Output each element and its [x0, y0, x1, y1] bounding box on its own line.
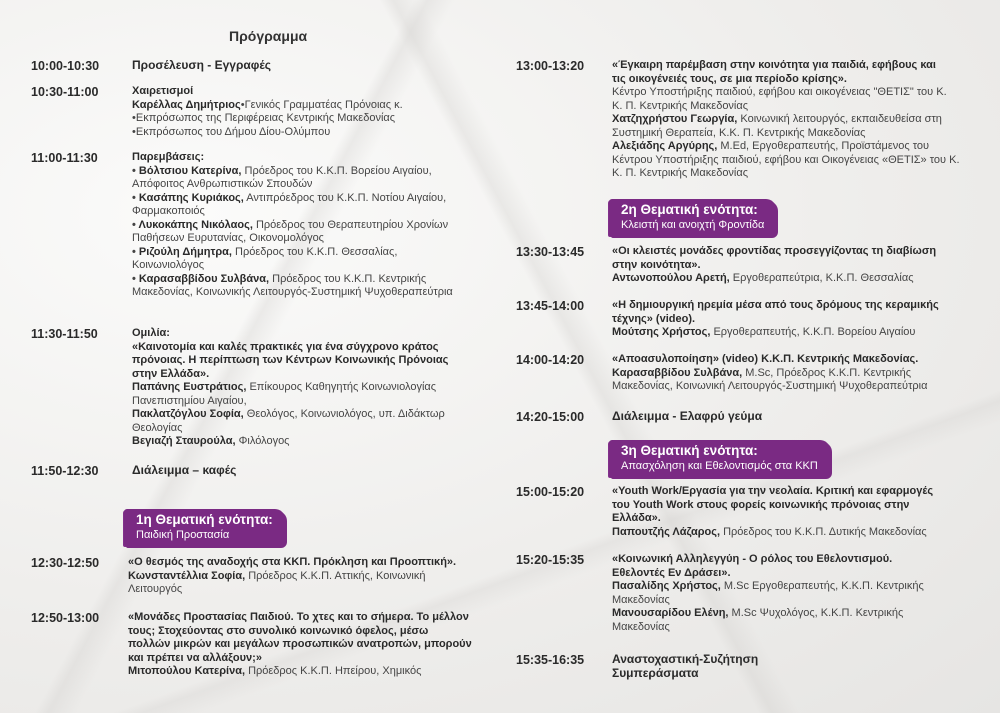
line-text: Διάλειμμα - Ελαφρύ γεύμα — [612, 409, 763, 423]
session-line — [128, 556, 456, 570]
line-text: του Youth Work στους φορείς κοινωνικής πρόνοιας στην — [612, 498, 910, 511]
session-line — [132, 259, 453, 273]
line-text: M.Ed, Εργοθεραπευτής, Προϊστάμενος του — [717, 140, 930, 152]
session-line — [132, 59, 271, 73]
session-line — [132, 408, 448, 422]
line-text: Λειτουργός — [128, 583, 183, 595]
line-text: στην Ελλάδα». — [132, 367, 210, 380]
line-text: «Η δημιουργική ηρεμία μέσα από τους δρόμους της κεραμικής — [612, 299, 939, 311]
session-line — [612, 326, 939, 340]
theme-banner-2-subtitle: Κλειστή και ανοιχτή Φροντίδα — [621, 219, 765, 231]
line-text: Κοινωνική λειτουργός, εκπαιδευθείσα στη — [737, 113, 942, 125]
time-left-3: 11:30-11:50 — [31, 327, 98, 341]
session-line — [612, 167, 960, 181]
line-text: Κέντρου Υποστήριξης παιδιού, εφήβου και Οικογένειας «ΘΕΤΙΣ» του Κ. — [612, 153, 960, 166]
line-text: Κ. Π. Κεντρικής Μακεδονίας — [612, 167, 749, 179]
session-line — [132, 246, 453, 260]
line-text: και πρέπει να αλλάξουν;» — [128, 651, 262, 664]
session-right-5 — [612, 485, 933, 539]
speaker-name: Καρασαββίδου Συλβάνα, — [138, 272, 270, 285]
speaker-name: Αλεξιάδης Αργύρης, — [612, 140, 718, 152]
line-text: Διάλειμμα – καφές — [132, 463, 237, 477]
line-text: «Οι κλειστές μονάδες φροντίδας προσεγγίζοντας τη διαβίωση — [612, 245, 937, 257]
session-line — [132, 395, 448, 409]
line-text: Πρόεδρος του Θεραπευτηρίου Χρονίων — [252, 218, 449, 231]
theme-banner-3-title: 3η Θεματική ενότητα: — [621, 443, 758, 458]
line-text: πρόνοιας. Η περίπτωση των Κέντρων Κοινωνικής Πρόνοιας — [132, 354, 449, 366]
line-text: Ελλάδα». — [612, 512, 661, 524]
theme-banner-1 — [124, 509, 285, 546]
time-left-6: 12:50-13:00 — [31, 611, 100, 625]
line-text: M.Sc Ψυχολόγος, Κ.Κ.Π. Κεντρικής — [728, 607, 904, 619]
time-left-5: 12:30-12:50 — [31, 556, 100, 570]
line-text: Συστημική Θεραπεία, Κ.Κ. Π. Κεντρικής Μακεδονίας — [612, 126, 866, 139]
bullet: • — [132, 164, 139, 177]
line-text: στην κοινότητα». — [612, 258, 701, 271]
line-text: Εργοθεραπεύτρια, Κ.Κ.Π. Θεσσαλίας — [729, 272, 914, 284]
session-line — [612, 313, 939, 327]
bullet: • — [132, 272, 139, 285]
session-line — [612, 272, 936, 286]
speaker-name: Κωνσταντέλλια Σοφία, — [128, 569, 246, 582]
bullet: • — [132, 191, 139, 204]
session-right-1 — [612, 245, 936, 286]
line-text: Ομιλία: — [132, 327, 170, 339]
session-left-0 — [132, 59, 271, 73]
session-line — [612, 526, 933, 540]
line-text: Αντιπρόεδρος του Κ.Κ.Π. Νοτίου Αιγαίου, — [243, 191, 447, 204]
session-line — [612, 100, 960, 114]
line-text: Επίκουρος Καθηγητής Κοινωνιολογίας — [246, 381, 437, 393]
session-line — [612, 113, 960, 127]
line-text: Παθήσεων Ευρυτανίας, Οικονομολόγος — [132, 232, 324, 244]
session-line — [612, 621, 924, 635]
session-line — [612, 86, 960, 100]
line-text: «Ο θεσμός της αναδοχής στα ΚΚΠ. Πρόκληση και Προοπτική». — [128, 556, 457, 568]
time-right-7: 15:35-16:35 — [516, 653, 585, 667]
session-line — [612, 127, 960, 141]
speaker-name: Χατζηχρήστου Γεωργία, — [612, 113, 738, 125]
line-text: «Youth Work/Εργασία για την νεολαία. Κριτική και εφαρμογές — [612, 485, 934, 497]
line-text: •Γενικός Γραμματέας Πρόνοιας κ. — [240, 98, 403, 111]
theme-banner-1-subtitle: Παιδική Προστασία — [136, 529, 230, 541]
line-text: τέχνης» (video). — [612, 312, 696, 325]
speaker-name: Βεγιαζή Σταυρούλα, — [132, 435, 236, 447]
session-right-4 — [612, 410, 762, 424]
session-line — [612, 259, 936, 273]
line-text: •Εκπρόσωπος της Περιφέρειας Κεντρικής Μακεδονίας — [132, 112, 396, 124]
session-line — [612, 567, 924, 581]
session-line — [132, 435, 448, 449]
theme-banner-2 — [609, 199, 776, 236]
session-line — [128, 665, 472, 679]
time-right-6: 15:20-15:35 — [516, 553, 585, 567]
session-line — [612, 154, 960, 168]
line-text: Χαιρετισμοί — [132, 85, 194, 97]
session-line — [612, 367, 927, 381]
session-right-0 — [612, 59, 960, 181]
line-text: M.Sc Εργοθεραπευτής, Κ.Κ.Π. Κεντρικής — [720, 580, 924, 592]
session-line — [612, 299, 939, 313]
session-line — [612, 59, 960, 73]
session-line — [132, 368, 448, 382]
line-text: τις οικογένειές τους, σε μια περίοδο κρίσης». — [612, 72, 847, 85]
theme-banner-1-title: 1η Θεματική ενότητα: — [136, 512, 273, 527]
session-line — [132, 464, 236, 478]
line-text: «Μονάδες Προστασίας Παιδιού. Το χτες και το σήμερα. Το μέλλον — [128, 611, 469, 623]
time-right-4: 14:20-15:00 — [516, 410, 585, 424]
line-text: Πρόεδρος Κ.Κ.Π. Ηπείρου, Χημικός — [245, 665, 422, 677]
line-text: Πρόεδρος του Κ.Κ.Π. Κεντρικής — [269, 272, 427, 285]
line-text: Μακεδονίας, Κοινωνικής Λειτουργός-Συστημική Ψυχοθεραπεύτρια — [132, 286, 453, 298]
session-line — [612, 594, 924, 608]
speaker-name: Μούτσης Χρήστος, — [612, 326, 711, 338]
line-text: τους; Στοχεύοντας στο συνολικό κοινωνικό όφελος, μέσω — [128, 624, 429, 637]
session-line — [132, 126, 403, 140]
bullet: • — [132, 218, 139, 231]
speaker-name: Ριζούλη Δήμητρα, — [138, 245, 232, 258]
session-line — [132, 112, 403, 126]
session-right-6 — [612, 553, 924, 634]
line-text: Πρόεδρος του Κ.Κ.Π. Θεσσαλίας, — [231, 245, 398, 258]
session-line — [132, 165, 453, 179]
session-line — [132, 286, 453, 300]
session-left-1 — [132, 85, 403, 139]
line-text: Μακεδονίας, Κοινωνική Λειτουργός-Συστημική Ψυχοθεραπεύτρια — [612, 380, 928, 392]
speaker-name: Βόλτσιου Κατερίνα, — [138, 164, 242, 177]
session-line — [132, 205, 453, 219]
session-line — [612, 140, 960, 154]
line-text: «Κοινωνική Αλληλεγγύη - Ο ρόλος του Εθελοντισμού. — [612, 553, 893, 565]
session-line — [612, 73, 960, 87]
line-text: Παρεμβάσεις: — [132, 151, 205, 163]
session-line — [128, 611, 472, 625]
line-text: Μακεδονίας — [612, 620, 670, 633]
session-line — [128, 638, 472, 652]
session-left-2 — [132, 151, 453, 300]
speaker-name: Καρασαββίδου Συλβάνα, — [612, 366, 743, 379]
session-line — [612, 512, 933, 526]
session-left-4 — [132, 464, 236, 478]
line-text: •Εκπρόσωπος του Δήμου Δίου-Ολύμπου — [132, 125, 331, 138]
theme-banner-2-title: 2η Θεματική ενότητα: — [621, 202, 758, 217]
session-line — [132, 273, 453, 287]
speaker-name: Μιτοπούλου Κατερίνα, — [128, 665, 246, 677]
line-text: «Έγκαιρη παρέμβαση στην κοινότητα για παιδιά, εφήβους και — [612, 59, 936, 71]
session-line — [132, 422, 448, 436]
session-right-3 — [612, 353, 927, 394]
session-line — [132, 178, 453, 192]
line-text: Πρόεδρος του Κ.Κ.Π. Δυτικής Μακεδονίας — [720, 525, 927, 538]
line-text: Κέντρο Υποστήριξης παιδιού, εφήβου και οικογένειας "ΘΕΤΙΣ" του Κ. — [612, 86, 947, 98]
speaker-name: Καρέλλας Δημήτριος — [132, 98, 241, 111]
session-line — [612, 485, 933, 499]
line-text: M.Sc, Πρόεδρος Κ.Κ.Π. Κεντρικής — [742, 366, 912, 379]
time-left-1: 10:30-11:00 — [31, 85, 99, 99]
line-text: Θεολογίας — [132, 421, 183, 434]
line-text: Φιλόλογος — [235, 435, 290, 447]
speaker-name: Αντωνοπούλου Αρετή, — [612, 272, 730, 284]
session-line — [132, 99, 403, 113]
speaker-name: Κασάπης Κυριάκος, — [138, 191, 244, 204]
line-text: Πρόεδρος Κ.Κ.Π. Αττικής, Κοινωνική — [245, 569, 426, 582]
line-text: Αναστοχαστική-Συζήτηση — [612, 652, 759, 666]
line-text: Προσέλευση - Εγγραφές — [132, 58, 271, 72]
session-line — [132, 341, 448, 355]
time-right-0: 13:00-13:20 — [516, 59, 585, 73]
time-right-1: 13:30-13:45 — [516, 245, 585, 259]
line-text: «Αποασυλοποίηση» (video) Κ.Κ.Π. Κεντρικής Μακεδονίας. — [612, 353, 919, 365]
session-left-3 — [132, 327, 448, 449]
session-line — [612, 580, 924, 594]
session-line — [128, 652, 472, 666]
session-line — [612, 553, 924, 567]
session-line — [132, 85, 403, 99]
session-left-6 — [128, 611, 472, 679]
session-line — [132, 381, 448, 395]
line-text: Εργοθεραπευτής, Κ.Κ.Π. Βορείου Αιγαίου — [710, 326, 916, 338]
line-text: Θεολόγος, Κοινωνιολόγος, υπ. Διδάκτωρ — [243, 408, 445, 420]
speaker-name: Πακλατζόγλου Σοφία, — [132, 408, 244, 420]
line-text: Φαρμακοποιός — [132, 205, 205, 217]
speaker-name: Λυκοκάπης Νικόλαος, — [138, 218, 253, 231]
time-left-2: 11:00-11:30 — [31, 151, 98, 165]
speaker-name: Μανουσαρίδου Ελένη, — [612, 607, 729, 619]
theme-banner-3-subtitle: Απασχόληση και Εθελοντισμός στα ΚΚΠ — [621, 460, 818, 472]
line-text: Πανεπιστημίου Αιγαίου, — [132, 394, 247, 407]
page-title: Πρόγραμμα — [229, 28, 308, 44]
time-right-2: 13:45-14:00 — [516, 299, 585, 313]
session-line — [132, 151, 453, 165]
line-text: Εθελοντές Εν Δράσει». — [612, 566, 731, 579]
line-text: Συμπεράσματα — [612, 665, 699, 680]
session-line — [612, 667, 758, 681]
time-right-5: 15:00-15:20 — [516, 485, 585, 499]
session-line — [128, 583, 456, 597]
line-text: Κοινωνιολόγος — [132, 259, 205, 271]
line-text: πολλών μικρών και μεγάλων προσωπικών ανατροπών, μπορούν — [128, 638, 472, 650]
session-line — [132, 232, 453, 246]
theme-banner-3 — [609, 440, 830, 477]
speaker-name: Πασαλίδης Χρήστος, — [612, 580, 721, 592]
session-line — [612, 653, 758, 667]
session-line — [612, 353, 927, 367]
line-text: Πρόεδρος του Κ.Κ.Π. Βορείου Αιγαίου, — [241, 164, 432, 177]
line-text: «Καινοτομία και καλές πρακτικές για ένα σύγχρονο κράτος — [132, 340, 439, 353]
session-left-5 — [128, 556, 456, 597]
session-right-2 — [612, 299, 939, 340]
bullet: • — [132, 245, 139, 258]
line-text: Απόφοιτος Ανθρωπιστικών Σπουδών — [132, 178, 313, 190]
session-line — [612, 410, 762, 424]
line-text: Μακεδονίας — [612, 593, 670, 606]
speaker-name: Παπουτζής Λάζαρος, — [612, 525, 721, 538]
session-line — [128, 625, 472, 639]
time-left-4: 11:50-12:30 — [31, 464, 99, 478]
session-line — [612, 499, 933, 513]
session-line — [132, 354, 448, 368]
session-right-7 — [612, 653, 758, 680]
session-line — [128, 570, 456, 584]
line-text: Κ. Π. Κεντρικής Μακεδονίας — [612, 99, 749, 112]
time-left-0: 10:00-10:30 — [31, 59, 100, 73]
session-line — [612, 607, 924, 621]
session-line — [132, 327, 448, 341]
session-line — [132, 219, 453, 233]
session-line — [612, 245, 936, 259]
speaker-name: Παπάνης Ευστράτιος, — [132, 381, 247, 393]
session-line — [132, 192, 453, 206]
time-right-3: 14:00-14:20 — [516, 353, 585, 367]
session-line — [612, 380, 927, 394]
